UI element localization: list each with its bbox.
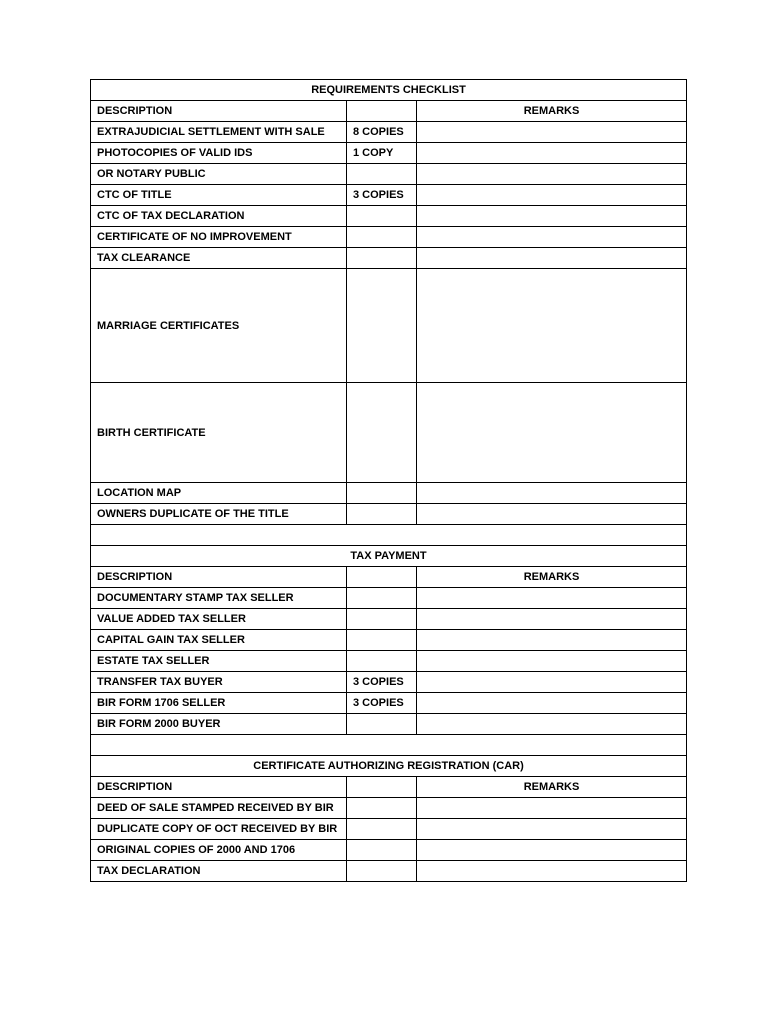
table-row	[91, 164, 687, 185]
qty-header	[347, 567, 417, 588]
remarks-cell	[417, 206, 687, 227]
qty-cell	[347, 164, 417, 185]
remarks-cell	[417, 383, 687, 483]
checklist-table	[90, 79, 687, 882]
description-cell: TAX CLEARANCE	[91, 248, 347, 269]
description-header: DESCRIPTION	[91, 777, 347, 798]
description-cell: DOCUMENTARY STAMP TAX SELLER	[91, 588, 347, 609]
remarks-cell	[417, 483, 687, 504]
description-cell: MARRIAGE CERTIFICATES	[91, 269, 347, 383]
qty-cell	[347, 227, 417, 248]
description-cell: CTC OF TAX DECLARATION	[91, 206, 347, 227]
remarks-cell	[417, 798, 687, 819]
description-cell: ORIGINAL COPIES OF 2000 AND 1706	[91, 840, 347, 861]
remarks-cell	[417, 269, 687, 383]
remarks-cell	[417, 714, 687, 735]
table-row	[91, 227, 687, 248]
description-cell: BIR FORM 2000 BUYER	[91, 714, 347, 735]
qty-cell	[347, 861, 417, 882]
table-row	[91, 248, 687, 269]
description-cell: CAPITAL GAIN TAX SELLER	[91, 630, 347, 651]
table-row	[91, 819, 687, 840]
description-cell: OR NOTARY PUBLIC	[91, 164, 347, 185]
remarks-cell	[417, 819, 687, 840]
qty-cell: 3 COPIES	[347, 672, 417, 693]
remarks-cell	[417, 185, 687, 206]
qty-cell: 8 COPIES	[347, 122, 417, 143]
remarks-cell	[417, 672, 687, 693]
description-cell: BIRTH CERTIFICATE	[91, 383, 347, 483]
remarks-cell	[417, 504, 687, 525]
remarks-cell	[417, 609, 687, 630]
description-cell: CTC OF TITLE	[91, 185, 347, 206]
remarks-cell	[417, 227, 687, 248]
description-cell: ESTATE TAX SELLER	[91, 651, 347, 672]
header-row	[91, 101, 687, 122]
spacer-cell	[91, 735, 687, 756]
description-header: DESCRIPTION	[91, 101, 347, 122]
table-row	[91, 206, 687, 227]
qty-cell	[347, 798, 417, 819]
qty-cell	[347, 819, 417, 840]
table-row	[91, 798, 687, 819]
remarks-cell	[417, 122, 687, 143]
spacer-cell	[91, 525, 687, 546]
qty-cell: 3 COPIES	[347, 185, 417, 206]
spacer-row	[91, 735, 687, 756]
section-title: CERTIFICATE AUTHORIZING REGISTRATION (CAR)	[91, 756, 687, 777]
description-cell: BIR FORM 1706 SELLER	[91, 693, 347, 714]
qty-header	[347, 101, 417, 122]
header-row	[91, 567, 687, 588]
table-row	[91, 693, 687, 714]
remarks-cell	[417, 143, 687, 164]
description-cell: LOCATION MAP	[91, 483, 347, 504]
description-cell: TRANSFER TAX BUYER	[91, 672, 347, 693]
section-title: REQUIREMENTS CHECKLIST	[91, 80, 687, 101]
qty-header	[347, 777, 417, 798]
section-title: TAX PAYMENT	[91, 546, 687, 567]
qty-cell	[347, 269, 417, 383]
description-cell: DEED OF SALE STAMPED RECEIVED BY BIR	[91, 798, 347, 819]
qty-cell	[347, 714, 417, 735]
table-row	[91, 609, 687, 630]
table-row	[91, 714, 687, 735]
description-cell: TAX DECLARATION	[91, 861, 347, 882]
table-row	[91, 122, 687, 143]
table-row	[91, 840, 687, 861]
table-row	[91, 269, 687, 383]
qty-cell: 3 COPIES	[347, 693, 417, 714]
section-title-row	[91, 756, 687, 777]
table-row	[91, 383, 687, 483]
table-row	[91, 651, 687, 672]
description-cell: DUPLICATE COPY OF OCT RECEIVED BY BIR	[91, 819, 347, 840]
description-cell: VALUE ADDED TAX SELLER	[91, 609, 347, 630]
qty-cell	[347, 840, 417, 861]
description-cell: EXTRAJUDICIAL SETTLEMENT WITH SALE	[91, 122, 347, 143]
qty-cell	[347, 383, 417, 483]
qty-cell	[347, 248, 417, 269]
table-row	[91, 185, 687, 206]
remarks-cell	[417, 693, 687, 714]
table-row	[91, 861, 687, 882]
description-cell: PHOTOCOPIES OF VALID IDS	[91, 143, 347, 164]
spacer-row	[91, 525, 687, 546]
qty-cell	[347, 609, 417, 630]
table-row	[91, 483, 687, 504]
remarks-cell	[417, 248, 687, 269]
table-row	[91, 588, 687, 609]
header-row	[91, 777, 687, 798]
qty-cell	[347, 588, 417, 609]
table-row	[91, 672, 687, 693]
remarks-cell	[417, 651, 687, 672]
section-title-row	[91, 546, 687, 567]
remarks-cell	[417, 840, 687, 861]
qty-cell	[347, 651, 417, 672]
remarks-cell	[417, 630, 687, 651]
table-row	[91, 143, 687, 164]
description-cell: CERTIFICATE OF NO IMPROVEMENT	[91, 227, 347, 248]
qty-cell	[347, 504, 417, 525]
remarks-cell	[417, 588, 687, 609]
qty-cell	[347, 206, 417, 227]
qty-cell	[347, 483, 417, 504]
description-cell: OWNERS DUPLICATE OF THE TITLE	[91, 504, 347, 525]
qty-cell	[347, 630, 417, 651]
remarks-header: REMARKS	[417, 567, 687, 588]
remarks-cell	[417, 164, 687, 185]
description-header: DESCRIPTION	[91, 567, 347, 588]
qty-cell: 1 COPY	[347, 143, 417, 164]
table-row	[91, 504, 687, 525]
remarks-header: REMARKS	[417, 777, 687, 798]
checklist-sheet	[90, 79, 686, 882]
remarks-header: REMARKS	[417, 101, 687, 122]
section-title-row	[91, 80, 687, 101]
remarks-cell	[417, 861, 687, 882]
table-row	[91, 630, 687, 651]
